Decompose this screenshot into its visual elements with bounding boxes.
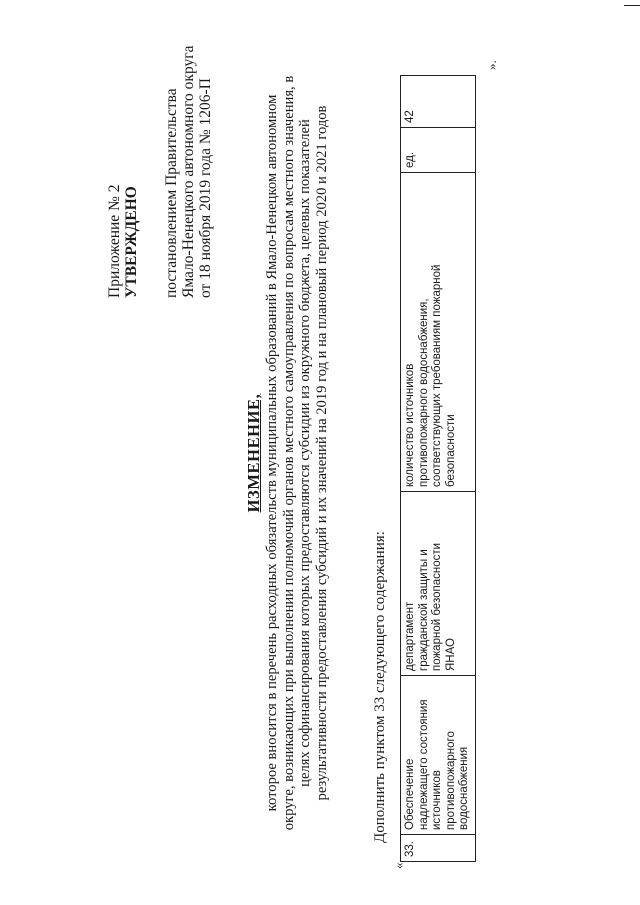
intro-line: которое вносится в перечень расходных обязательств муниципальных образований в Ямало-Ненецком автономном (264, 94, 280, 811)
rotated-page (20, 23, 620, 883)
unit-cell: ед. (401, 127, 476, 172)
intro-line: результативности предоставления субсидий и их значений на 2019 год и на плановый период 2020 и 2021 годов (313, 105, 330, 800)
cell-line: безопасности (444, 413, 457, 487)
table-row (401, 75, 476, 861)
document-title: ИЗМЕНЕНИЕ, (244, 393, 263, 512)
department-cell (401, 491, 476, 675)
appendix-block (106, 23, 214, 298)
opening-quote: « (391, 862, 406, 869)
instruction-text: Дополнить пунктом 33 следующего содержания: (372, 530, 388, 843)
top-edge-line (624, 5, 640, 6)
cell-line: надлежащего состояния (417, 698, 430, 830)
obligation-cell (401, 675, 476, 834)
cell-line: противопожарного (444, 730, 457, 830)
cell-line: гражданской защиты и (417, 548, 430, 671)
intro-paragraph (264, 53, 330, 853)
approval-line-1: постановлением Правительства (163, 87, 180, 298)
appendix-number: Приложение № 2 (106, 184, 123, 298)
cell-line: количество источников (404, 363, 416, 487)
cell-line: водоснабжения (458, 746, 470, 830)
cell-line: пожарной безопасности (431, 542, 443, 671)
item-number-cell: 33. (401, 834, 476, 861)
cell-line: соответствующих требованиям пожарной (431, 264, 443, 487)
cell-line: департамент (404, 601, 416, 671)
approved-label: УТВЕРЖДЕНО (123, 185, 140, 298)
cell-line: источников (431, 769, 443, 830)
indicator-cell (401, 172, 476, 491)
cell-line: Обеспечение (404, 758, 416, 830)
intro-line: округе, возникающих при выполнении полномочий органов местного самоуправления по вопросам местного значения, в (280, 75, 297, 830)
closing-quote: ». (484, 59, 499, 70)
intro-line: целях софинансирования которых предоставляются субсидии из окружного бюджета, целевых показателей (297, 118, 313, 787)
approval-line-3: от 18 ноября 2019 года № 1206-П (197, 77, 214, 298)
cell-line: ЯНАО (444, 637, 457, 671)
cell-line: противопожарного водоснабжения, (417, 297, 430, 487)
approval-line-2: Ямало-Ненецкого автономного округа (180, 45, 197, 298)
value-cell: 42 (401, 75, 476, 127)
addition-table (400, 75, 476, 862)
